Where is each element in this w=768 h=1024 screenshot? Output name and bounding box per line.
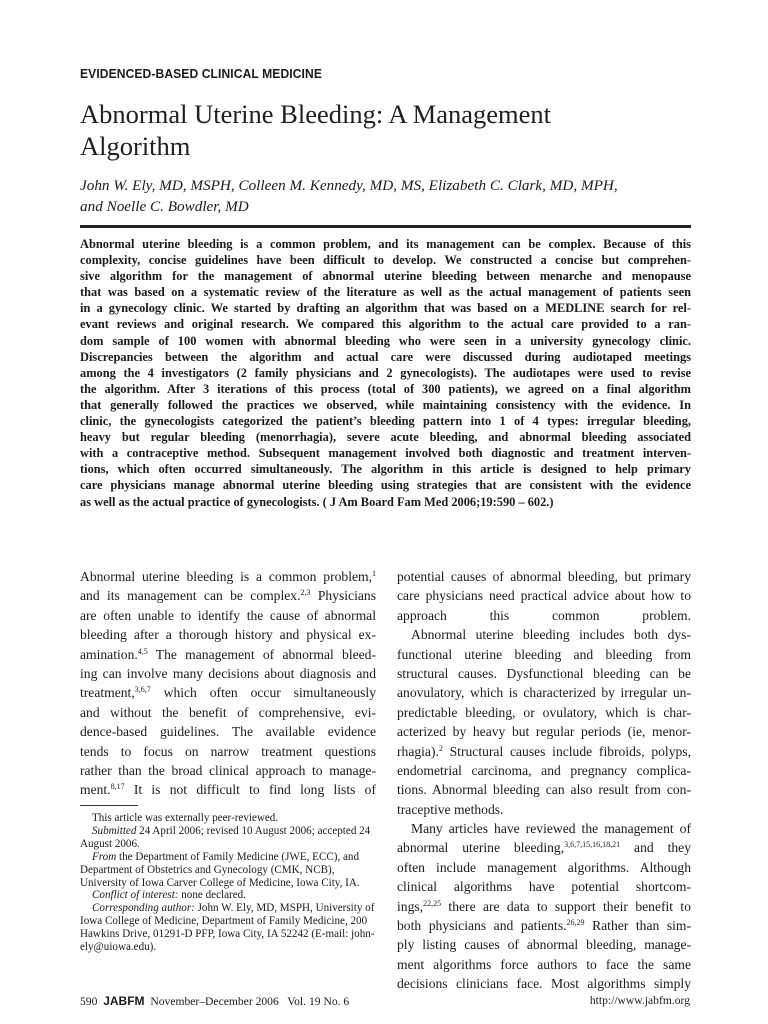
citation-ref: 22,25 bbox=[423, 898, 442, 908]
section-label: EVIDENCED-BASED CLINICAL MEDICINE bbox=[80, 66, 322, 81]
body-line: ment algorithms force authors to face the same bbox=[397, 956, 691, 972]
body-line: dence-based guidelines. The available evidence bbox=[80, 724, 376, 740]
body-line: clinical algorithms have potential shortcom- bbox=[397, 879, 691, 895]
body-line: tions. Abnormal bleeding can also result from con- bbox=[397, 782, 691, 798]
footnote: Corresponding author: John W. Ely, MD, MSPH, University of Iowa College of Medicine, Department of Family Medicine, 200 Hawkins Drive, 01291-D PFP, Iowa City, IA 52242 (E-mail: john-ely@uiowa.edu). bbox=[80, 902, 375, 954]
body-line: potential causes of abnormal bleeding, but primary bbox=[397, 569, 691, 584]
abstract-line: that generally followed the practices we observed, while maintaining consistency with the evidence. In bbox=[80, 397, 691, 412]
body-column-left bbox=[80, 567, 376, 800]
abstract-line: care physicians manage abnormal uterine bleeding using strategies that are consistent with the evidence bbox=[80, 478, 691, 493]
abstract-line: Discrepancies between the algorithm and actual care were discussed during audiotaped meetings bbox=[80, 349, 691, 364]
title-line: Abnormal Uterine Bleeding: A Management bbox=[80, 99, 551, 129]
citation-ref: 4,5 bbox=[137, 646, 148, 656]
footnote: Submitted 24 April 2006; revised 10 August 2006; accepted 24 August 2006. bbox=[80, 824, 371, 850]
body-line: often include management algorithms. Although bbox=[397, 859, 691, 875]
body-line: functional uterine bleeding and bleeding from bbox=[397, 646, 691, 662]
abstract-line: complexity, concise guidelines have been difficult to develop. We constructed a concise but comprehen- bbox=[80, 253, 691, 268]
footnote: From the Department of Family Medicine (JWE, ECC), and Department of Obstetrics and Gynecology (CMK, NCB), University of Iowa Carver College of Medicine, Iowa City, IA. bbox=[80, 850, 360, 889]
body-line: and its management can be complex.$^{2,3}$ Physicians bbox=[80, 588, 376, 604]
body-line: traceptive methods. bbox=[397, 801, 504, 817]
body-line: endometrial carcinoma, and pregnancy complica- bbox=[397, 762, 691, 778]
abstract-line: in a gynecology clinic. We started by drafting an algorithm that was based on a MEDLINE search for rel- bbox=[80, 301, 691, 316]
abstract bbox=[80, 236, 691, 510]
body-line: decisions clinicians face. Most algorithms simply bbox=[397, 976, 691, 992]
footnote: Conflict of interest: none declared. bbox=[92, 889, 246, 902]
body-line: anovulatory, which is characterized by irregular un- bbox=[397, 685, 691, 701]
footnote-label: Conflict of interest: bbox=[92, 889, 179, 902]
title-divider bbox=[80, 225, 691, 228]
abstract-line: with a contraceptive method. Subsequent management involved both diagnostic and treatment interven- bbox=[80, 446, 691, 461]
abstract-line: evant reviews and original research. We compared this algorithm to the actual care provided to a ran- bbox=[80, 317, 691, 332]
abstract-line: among the 4 investigators (2 family physicians and 2 gynecologists). The audiotapes were used to revise bbox=[80, 365, 691, 380]
body-line: Abnormal uterine bleeding is a common problem,$^1$ bbox=[80, 569, 376, 584]
body-line: and without the benefit of comprehensive, evi- bbox=[80, 704, 376, 720]
journal-name: JABFM bbox=[103, 994, 145, 1008]
abstract-line: tions, which often occurred simultaneously. The algorithm in this article is designed to help primary bbox=[80, 462, 691, 477]
abstract-line: as well as the actual practice of gynecologists. ( J Am Board Fam Med 2006;19:590 – 602.) bbox=[80, 494, 554, 509]
abstract-line: Abnormal uterine bleeding is a common problem, and its management can be complex. Because of this bbox=[80, 237, 691, 251]
citation-ref: 26,29 bbox=[566, 918, 585, 928]
footnotes bbox=[80, 812, 378, 954]
body-line: abnormal uterine bleeding,$^{3,6,7,15,16,18,21}$ and they bbox=[397, 840, 691, 856]
body-line: rather than the broad clinical approach to manage- bbox=[80, 762, 376, 778]
body-line: ply listing causes of abnormal bleeding, manage- bbox=[397, 937, 691, 953]
citation-ref: 1 bbox=[372, 569, 376, 578]
author-list bbox=[80, 175, 700, 217]
page-number: 590 bbox=[80, 995, 98, 1008]
citation-ref: 3,6,7 bbox=[134, 685, 151, 695]
body-line: are often unable to identify the cause of abnormal bbox=[80, 607, 376, 623]
body-line: treatment,$^{3,6,7}$ which often occur simultaneously bbox=[80, 685, 376, 701]
body-line: both physicians and patients.$^{26,29}$ Rather than sim- bbox=[397, 918, 691, 934]
body-line: Abnormal uterine bleeding includes both dys- bbox=[411, 627, 691, 643]
body-line: tends to focus on narrow treatment questions bbox=[80, 743, 376, 759]
citation-ref: 3,6,7,15,16,18,21 bbox=[564, 840, 621, 850]
citation-ref: 8,17 bbox=[110, 782, 125, 792]
abstract-line: sive algorithm for the management of abnormal uterine bleeding between menarche and menopause bbox=[80, 269, 691, 284]
abstract-line: that was based on a systematic review of the literature as well as the actual management of patients seen bbox=[80, 285, 691, 300]
abstract-line: heavy but regular bleeding (menorrhagia), severe acute bleeding, and abnormal bleeding associated bbox=[80, 430, 691, 445]
abstract-line: the algorithm. After 3 iterations of this process (total of 300 patients), we agreed on a final algorithm bbox=[80, 381, 691, 396]
citation-ref: 2,3 bbox=[300, 588, 311, 598]
body-line: care physicians need practical advice about how to bbox=[397, 588, 691, 604]
abstract-line: dom sample of 100 women with abnormal bleeding who were seen in a university gynecology clinic. bbox=[80, 333, 691, 348]
body-line: amination.$^{4,5}$ The management of abnormal bleed- bbox=[80, 646, 376, 662]
issue-info: November–December 2006 Vol. 19 No. 6 bbox=[150, 995, 350, 1008]
title-line: Algorithm bbox=[80, 131, 191, 161]
body-line: rhagia).$^2$ Structural causes include fibroids, polyps, bbox=[397, 743, 691, 759]
body-column-right bbox=[397, 567, 691, 994]
page-footer-left bbox=[80, 994, 349, 1008]
footnote-label: Submitted bbox=[92, 824, 137, 837]
footnote-divider bbox=[80, 805, 138, 806]
body-line: approach this common problem. bbox=[397, 607, 691, 623]
author-line: and Noelle C. Bowdler, MD bbox=[80, 198, 249, 215]
citation-ref: 2 bbox=[438, 743, 443, 753]
body-line: ings,$^{22,25}$ there are data to support their benefit to bbox=[397, 898, 691, 914]
author-line: John W. Ely, MD, MSPH, Colleen M. Kennedy, MD, MS, Elizabeth C. Clark, MD, MPH, bbox=[80, 177, 618, 194]
body-line: Many articles have reviewed the management of bbox=[411, 821, 691, 837]
footnote-label: From bbox=[92, 850, 117, 863]
body-line: bleeding after a thorough history and physical ex- bbox=[80, 627, 376, 643]
body-line: predictable bleeding, or ovulatory, which is char- bbox=[397, 704, 691, 720]
body-line: acterized by heavy but regular periods (ie, menor- bbox=[397, 724, 691, 740]
article-title bbox=[80, 98, 680, 162]
body-line: structural causes. Dysfunctional bleeding can be bbox=[397, 665, 691, 681]
body-line: ing can involve many decisions about diagnosis and bbox=[80, 665, 376, 681]
footnote: This article was externally peer-reviewed. bbox=[92, 812, 279, 824]
body-line: ment.$^{8,17}$ It is not difficult to find long lists of bbox=[80, 782, 376, 798]
abstract-line: clinic, the gynecologists categorized the patient’s bleeding pattern into 1 of 4 types: irregular bleeding, bbox=[80, 414, 691, 429]
footnote-label: Corresponding author: bbox=[92, 902, 195, 915]
journal-url: http://www.jabfm.org bbox=[589, 994, 690, 1007]
